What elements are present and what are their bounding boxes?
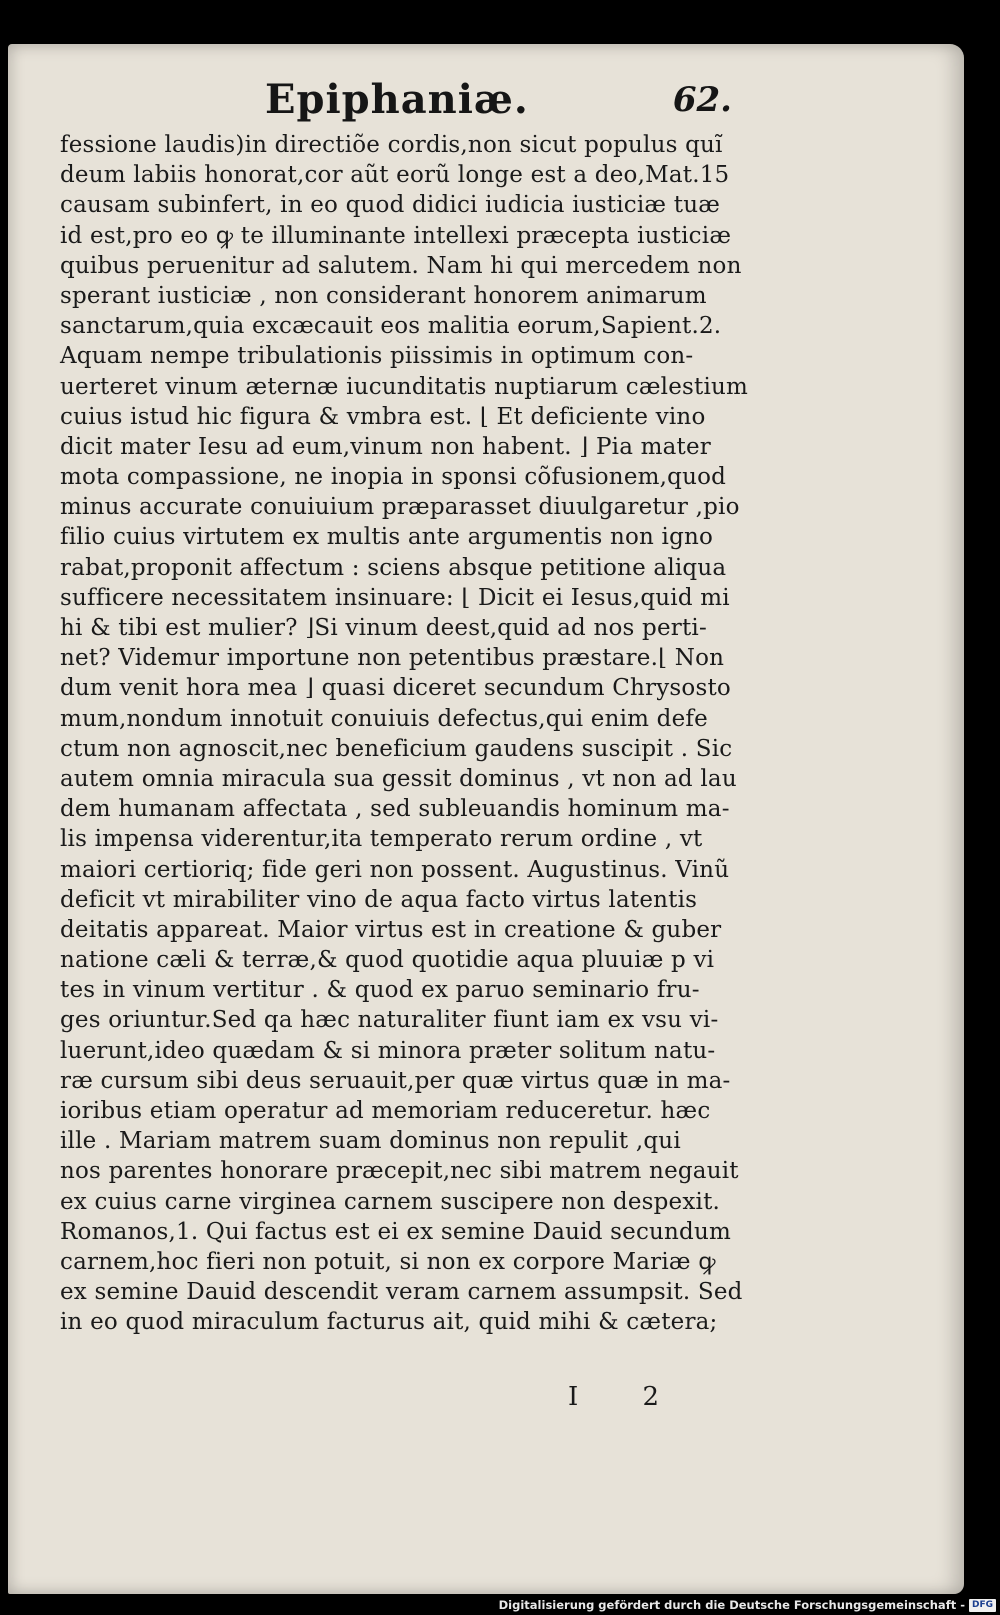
text-line: cuius istud hic figura & vmbra est. ⌊ Et deficiente vino xyxy=(60,403,706,430)
text-line: hi & tibi est mulier? ⌋Si vinum deest,quid ad nos perti- xyxy=(60,615,707,641)
text-line: luerunt,ideo quædam & si minora præter solitum natu- xyxy=(60,1037,716,1064)
text-line: net? Videmur importune non petentibus præstare.⌊ Non xyxy=(60,645,725,672)
text-line: sanctarum,quia excæcauit eos malitia eorum,Sapient.2. xyxy=(60,313,722,340)
text-line: dum venit hora mea ⌋ quasi diceret secundum Chrysosto xyxy=(60,675,731,702)
text-line: causam subinfert, in eo quod didici iudicia iusticiæ tuæ xyxy=(60,192,721,219)
text-line: ges oriuntur.Sed qa hæc naturaliter fiunt iam ex vsu vi- xyxy=(60,1007,719,1034)
text-line: deitatis appareat. Maior virtus est in creatione & guber xyxy=(60,916,722,943)
dfg-logo-icon: DFG xyxy=(969,1599,996,1612)
text-line: maiori certioriq; fide geri non possent. Augustinus. Vinũ xyxy=(60,856,730,883)
text-line: nos parentes honorare præcepit,nec sibi matrem negauit xyxy=(60,1158,739,1185)
text-line: tes in vinum vertitur . & quod ex paruo seminario fru- xyxy=(60,977,700,1004)
text-line: id est,pro eo ꝙ te illuminante intellexi præcepta iusticiæ xyxy=(60,222,732,249)
text-line: mota compassione, ne inopia in sponsi cõfusionem,quod xyxy=(60,464,727,491)
text-line: sufficere necessitatem insinuare: ⌊ Dicit ei Iesus,quid mi xyxy=(60,584,730,611)
text-line: sperant iusticiæ , non considerant honorem animarum xyxy=(60,282,707,309)
text-line: mum,nondum innotuit conuiuis defectus,qui enim defe xyxy=(60,705,708,732)
body-text xyxy=(60,130,760,1338)
text-line: autem omnia miracula sua gessit dominus , vt non ad lau xyxy=(60,765,737,792)
page-number: 62. xyxy=(672,80,732,120)
text-line: lis impensa viderentur,ita temperato rerum ordine , vt xyxy=(60,826,703,853)
text-line: ex semine Dauid descendit veram carnem assumpsit. Sed xyxy=(60,1279,743,1306)
text-line: ctum non agnoscit,nec beneficium gaudens suscipit . Sic xyxy=(60,735,733,762)
running-title: Epiphaniæ. xyxy=(265,76,529,123)
text-line: Romanos,1. Qui factus est ei ex semine Dauid secundum xyxy=(60,1218,732,1245)
text-line: fessione laudis)in directiõe cordis,non sicut populus quĩ xyxy=(60,132,723,158)
text-line: minus accurate conuiuium præparasset diuulgaretur ,pio xyxy=(60,494,740,521)
text-line: ille . Mariam matrem suam dominus non repulit ,qui xyxy=(60,1128,681,1155)
text-line: deum labiis honorat,cor aũt eorũ longe est a deo,Mat.15 xyxy=(60,162,730,189)
credit-text: Digitalisierung gefördert durch die Deutsche Forschungsgemeinschaft - xyxy=(498,1598,965,1612)
signature-mark: I 2 xyxy=(568,1382,688,1412)
text-line: dem humanam affectata , sed subleuandis hominum ma- xyxy=(60,796,730,823)
text-line: deficit vt mirabiliter vino de aqua facto virtus latentis xyxy=(60,886,698,913)
text-line: in eo quod miraculum facturus ait, quid mihi & cætera; xyxy=(60,1309,718,1336)
text-line: natione cæli & terræ,& quod quotidie aqua pluuiæ p vi xyxy=(60,947,715,974)
page-header xyxy=(250,76,750,126)
text-line: Aquam nempe tribulationis piissimis in optimum con- xyxy=(60,343,694,370)
text-line: ex cuius carne virginea carnem suscipere non despexit. xyxy=(60,1188,721,1215)
text-line: uerteret vinum æternæ iucunditatis nuptiarum cælestium xyxy=(60,373,749,400)
text-line: rabat,proponit affectum : sciens absque petitione aliqua xyxy=(60,554,727,581)
text-line: quibus peruenitur ad salutem. Nam hi qui mercedem non xyxy=(60,252,742,279)
text-line: filio cuius virtutem ex multis ante argumentis non igno xyxy=(60,524,714,551)
text-line: ioribus etiam operatur ad memoriam reduceretur. hæc xyxy=(60,1098,711,1124)
text-line: dicit mater Iesu ad eum,vinum non habent. ⌋ Pia mater xyxy=(60,433,711,460)
digitization-credit xyxy=(499,1597,996,1613)
text-line: ræ cursum sibi deus seruauit,per quæ virtus quæ in ma- xyxy=(60,1067,731,1094)
text-line: carnem,hoc fieri non potuit, si non ex corpore Mariæ ꝙ xyxy=(60,1248,716,1275)
